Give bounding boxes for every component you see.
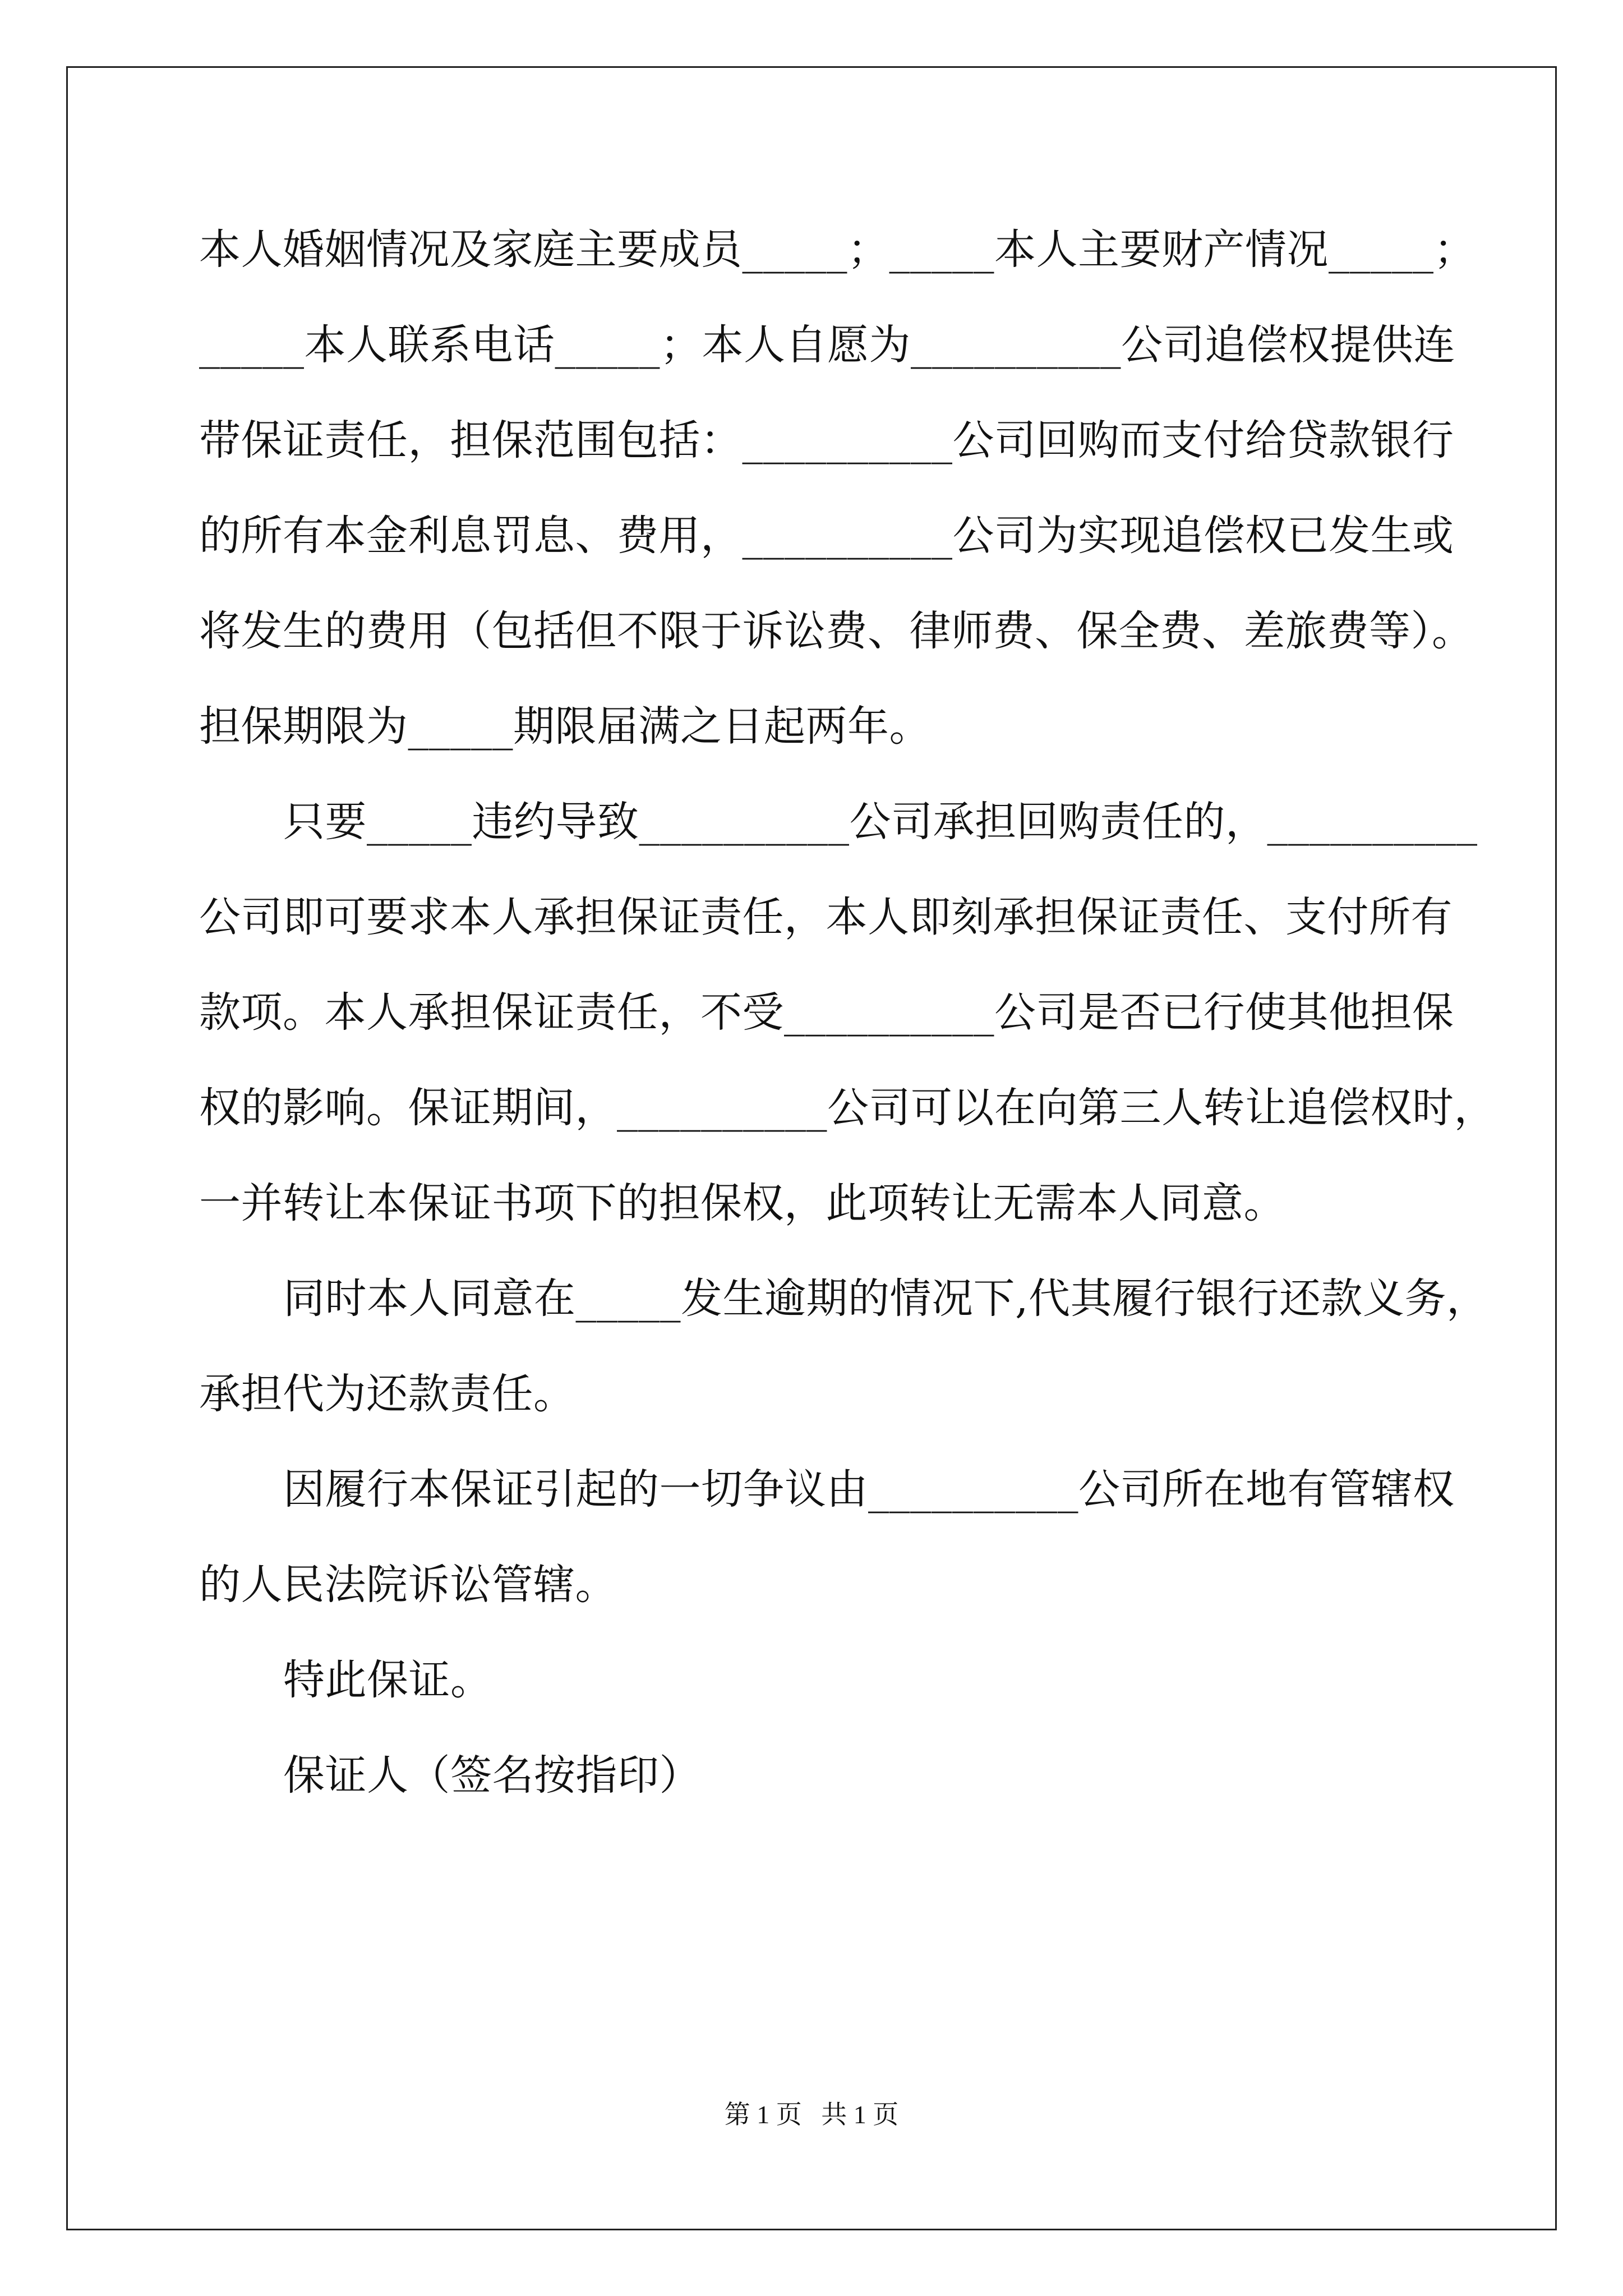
text-line: 承担代为还款责任。 (199, 1370, 575, 1418)
text-line: 只要_____违约导致__________公司承担回购责任的，__________ (283, 798, 1478, 846)
text-line: _____本人联系电话_____；本人自愿为__________公司追偿权提供连 (199, 321, 1455, 369)
text-line: 带保证责任，担保范围包括：__________公司回购而支付给贷款银行 (199, 416, 1454, 464)
text-line: 款项。本人承担保证责任，不受__________公司是否已行使其他担保 (199, 988, 1454, 1037)
text-line: 保证人（签名按指印） (283, 1751, 701, 1800)
text-line: 本人婚姻情况及家庭主要成员_____；_____本人主要财产情况_____； (199, 226, 1476, 274)
page-footer: 第 1 页 共 1 页 (724, 2100, 899, 2129)
text-line: 公司即可要求本人承担保证责任，本人即刻承担保证责任、支付所有 (199, 893, 1453, 941)
text-line: 同时本人同意在_____发生逾期的情况下,代其履行银行还款义务， (283, 1274, 1488, 1323)
page-border (66, 66, 1557, 2230)
text-line: 一并转让本保证书项下的担保权，此项转让无需本人同意。 (199, 1179, 1285, 1227)
text-line: 担保期限为_____期限届满之日起两年。 (199, 702, 931, 751)
text-line: 因履行本保证引起的一切争议由__________公司所在地有管辖权 (283, 1465, 1455, 1513)
text-line: 特此保证。 (283, 1656, 492, 1704)
text-line: 权的影响。保证期间，__________公司可以在向第三人转让追偿权时， (199, 1084, 1496, 1132)
text-line: 的所有本金利息罚息、费用，__________公司为实现追偿权已发生或 (199, 512, 1454, 560)
text-line: 将发生的费用（包括但不限于诉讼费、律师费、保全费、差旅费等）。 (199, 607, 1474, 655)
text-line: 的人民法院诉讼管辖。 (199, 1561, 617, 1609)
